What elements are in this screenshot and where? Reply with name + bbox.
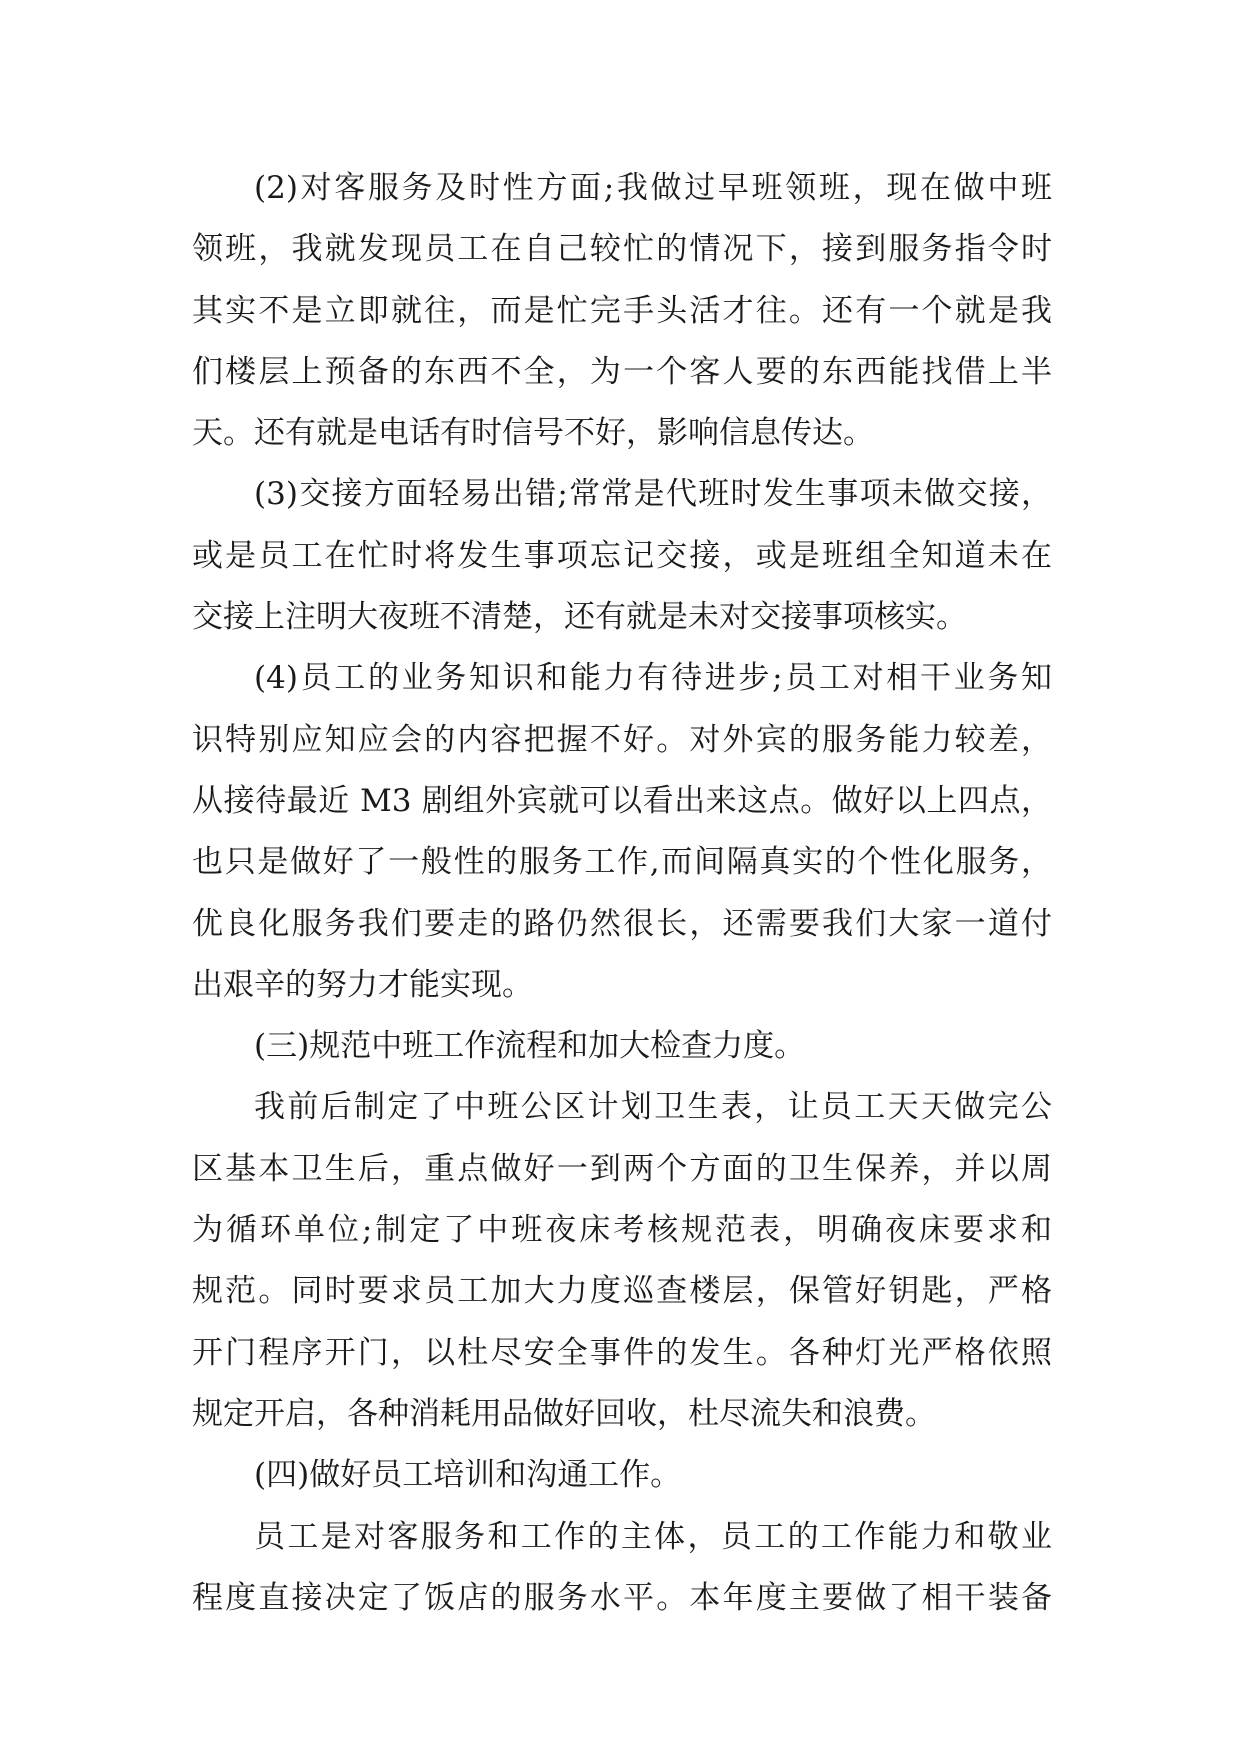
text-line: 们楼层上预备的东西不全，为一个客人要的东西能找借上半 [192,353,1052,390]
text-line: 规范。同时要求员工加大力度巡查楼层，保管好钥匙，严格 [192,1273,1052,1310]
text-line: 出艰辛的努力才能实现。 [192,966,533,1003]
text-line: 也只是做好了一般性的服务工作,而间隔真实的个性化服务， [192,844,1052,881]
text-line: 其实不是立即就往，而是忙完手头活才往。还有一个就是我 [192,292,1052,329]
paragraph-4 [192,648,1052,1016]
document-body [192,158,1052,1629]
text-line: 优良化服务我们要走的路仍然很长，还需要我们大家一道付 [192,905,1052,942]
section-heading: (四)做好员工培训和沟通工作。 [254,1457,682,1494]
text-line: (3)交接方面轻易出错;常常是代班时发生事项未做交接， [254,476,1052,513]
text-line: 规定开启，各种消耗用品做好回收，杜尽流失和浪费。 [192,1395,936,1432]
paragraph-2 [192,158,1052,464]
text-line: 程度直接决定了饭店的服务水平。本年度主要做了相干装备 [192,1579,1052,1616]
paragraph-hygiene [192,1077,1052,1445]
text-line: 员工是对客服务和工作的主体，员工的工作能力和敬业 [254,1518,1052,1555]
text-line: 识特别应知应会的内容把握不好。对外宾的服务能力较差， [192,721,1052,758]
text-line: 交接上注明大夜班不清楚，还有就是未对交接事项核实。 [192,599,967,636]
text-line: 开门程序开门，以杜尽安全事件的发生。各种灯光严格依照 [192,1334,1052,1371]
paragraph-3 [192,464,1052,648]
paragraph-training [192,1507,1052,1630]
text-line: 我前后制定了中班公区计划卫生表，让员工天天做完公 [254,1089,1052,1126]
text-line: 区基本卫生后，重点做好一到两个方面的卫生保养，并以周 [192,1150,1052,1187]
section-heading: (三)规范中班工作流程和加大检查力度。 [254,1028,806,1065]
text-line: 或是员工在忙时将发生事项忘记交接，或是班组全知道未在 [192,537,1052,574]
text-line: 领班，我就发现员工在自己较忙的情况下，接到服务指令时 [192,231,1052,268]
section-heading-4 [192,1445,1052,1506]
text-line: (2)对客服务及时性方面;我做过早班领班，现在做中班 [254,170,1052,206]
text-line: 为循环单位;制定了中班夜床考核规范表，明确夜床要求和 [192,1212,1052,1249]
text-line: 从接待最近 M3 剧组外宾就可以看出来这点。做好以上四点， [192,782,1052,819]
section-heading-3 [192,1016,1052,1077]
text-line: (4)员工的业务知识和能力有待进步;员工对相干业务知 [254,660,1052,697]
text-line: 天。还有就是电话有时信号不好，影响信息传达。 [192,415,874,452]
